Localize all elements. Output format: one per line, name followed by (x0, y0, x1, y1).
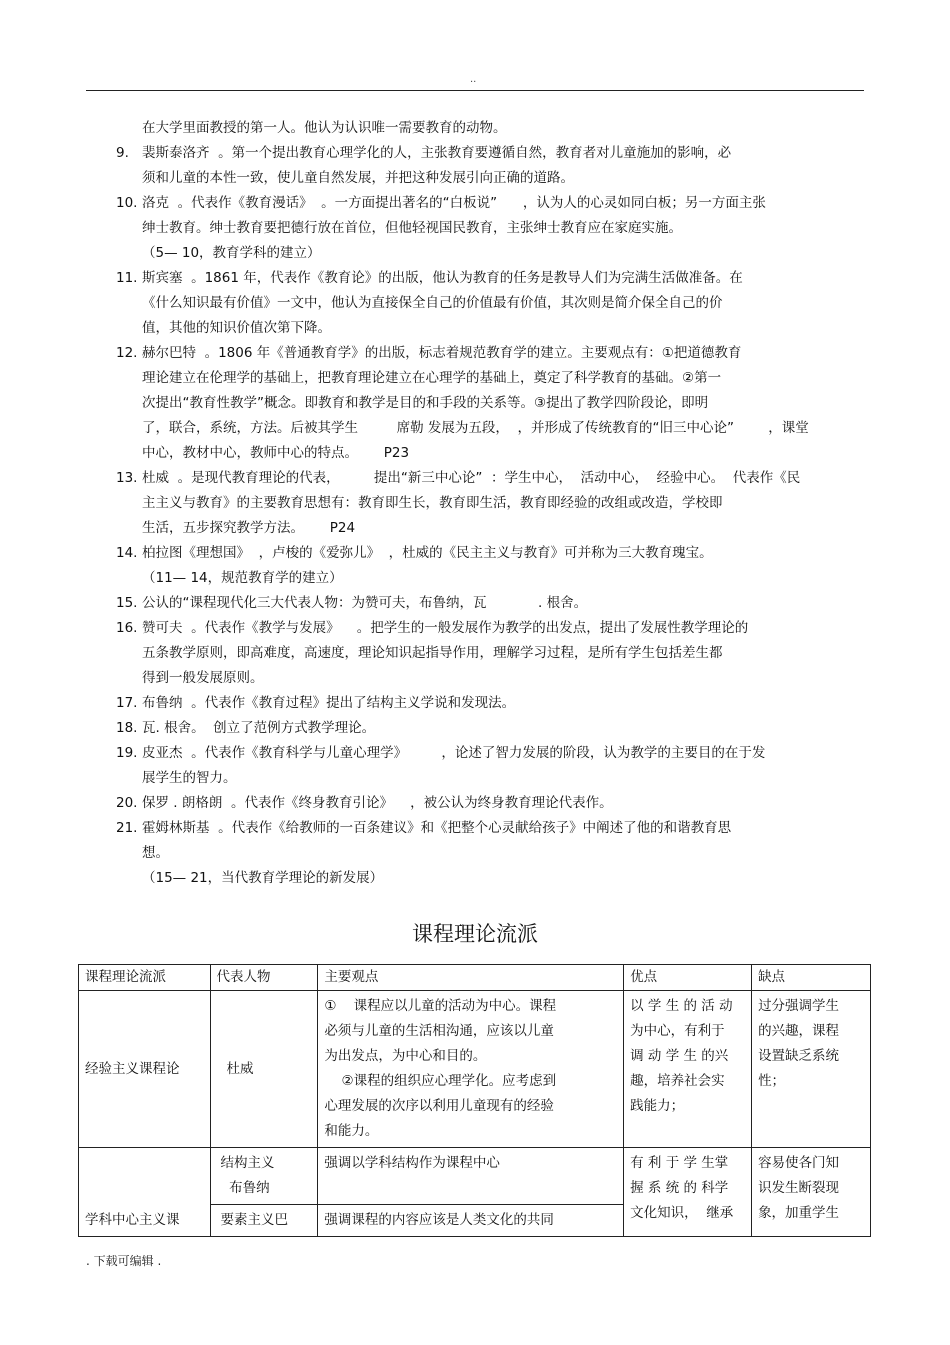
list-item-number: 18. (116, 720, 138, 736)
list-item-line: 霍姆林斯基 。代表作《给教师的一百条建议》和《把整个心灵献给孩子》中阐述了他的和谐教育思 (142, 820, 732, 836)
pros-line: 有 利 于 学 生掌 (630, 1155, 729, 1171)
list-item-line: 保罗 . 朗格朗 。代表作《终身教育引论》 ，被公认为终身教育理论代表作。 (142, 795, 613, 811)
pros-line: 调 动 学 生 的兴 (630, 1048, 729, 1064)
pros-line: 文化知识， 继承 (630, 1205, 734, 1221)
list-item-line: 杜威 。是现代教育理论的代表， 提出“新三中心论” ：学生中心， 活动中心， 经验中心。 代表作《民 (142, 470, 801, 486)
person-cell: 杜威 (210, 991, 318, 1148)
cons-line: 容易使各门知 (758, 1155, 840, 1171)
pros-line: 为中心，有利于 (630, 1023, 725, 1039)
section-title: 课程理论流派 (412, 922, 538, 946)
pros-cell (624, 991, 752, 1148)
list-item-line: 在大学里面教授的第一人。他认为认识唯一需要教育的动物。 (142, 120, 507, 136)
list-item-line: 须和儿童的本性一致，使儿童自然发展，并把这种发展引向正确的道路。 (142, 170, 574, 186)
table-row (79, 1148, 871, 1205)
list-item-line: （15— 21，当代教育学理论的新发展） (142, 870, 384, 886)
views-cell (318, 991, 624, 1148)
list-item-line: 生活，五步探究教学方法。 P24 (142, 520, 356, 536)
cons-line: 设置缺乏系统 (758, 1048, 840, 1064)
pros-line: 以 学 生 的 活 动 (630, 998, 733, 1014)
list-item-line: 主主义与教育》的主要教育思想有：教育即生长，教育即生活，教育即经验的改组或改造，学校即 (142, 495, 723, 511)
list-item-line: 理论建立在伦理学的基础上，把教育理论建立在心理学的基础上，奠定了科学教育的基础。②第一 (142, 370, 722, 386)
cons-cell (752, 1148, 871, 1237)
cons-cell (752, 991, 871, 1148)
views-line: 心理发展的次序以利用儿童现有的经验 (324, 1098, 554, 1114)
list-item-number: 10. (116, 195, 138, 211)
views-line: 为出发点，为中心和目的。 (324, 1048, 487, 1064)
cons-line: 识发生断裂现 (758, 1180, 840, 1196)
list-item-line: 赫尔巴特 。1806 年《普通教育学》的出版，标志着规范教育学的建立。主要观点有：①把道德教育 (142, 345, 742, 361)
header-views: 主要观点 (318, 965, 624, 991)
views-line: ① 课程应以儿童的活动为中心。课程 (324, 998, 557, 1014)
list-item-line: 绅士教育。绅士教育要把德行放在首位，但他轻视国民教育，主张绅士教育应在家庭实施。 (142, 220, 682, 236)
pros-line: 趣，培养社会实 (630, 1073, 725, 1089)
list-item-number: 19. (116, 745, 138, 761)
cons-line: 的兴趣，课程 (758, 1023, 840, 1039)
list-item-line: 裴斯泰洛齐 。第一个提出教育心理学化的人，主张教育要遵循自然，教育者对儿童施加的影响，必 (142, 145, 732, 161)
header-rule (86, 90, 864, 91)
list-item-line: 了，联合，系统，方法。后被其学生 席勒 发展为五段， ，并形成了传统教育的“旧三中心论” ，课堂 (142, 420, 809, 436)
views-cell: 强调课程的内容应该是人类文化的共同 (318, 1205, 624, 1237)
list-item-number: 17. (116, 695, 138, 711)
pros-line: 握 系 统 的 科学 (630, 1180, 729, 1196)
cons-line: 象，加重学生 (758, 1205, 840, 1221)
school-cell: 学科中心主义课 (79, 1148, 211, 1237)
header-pros: 优点 (624, 965, 752, 991)
list-item-line: （5— 10，教育学科的建立） (142, 245, 321, 261)
person-line: 结构主义 (220, 1155, 275, 1171)
header-cons: 缺点 (752, 965, 871, 991)
header-person: 代表人物 (210, 965, 318, 991)
list-item-number: 20. (116, 795, 138, 811)
cons-line: 过分强调学生 (758, 998, 840, 1014)
views-line: 和能力。 (324, 1123, 379, 1139)
list-item-line: 赞可夫 。代表作《教学与发展》 。把学生的一般发展作为教学的出发点，提出了发展性教学理论的 (142, 620, 749, 636)
pros-cell (624, 1148, 752, 1237)
list-item-number: 21. (116, 820, 138, 836)
person-cell (210, 1148, 318, 1205)
list-item-line: 柏拉图《理想国》 ，卢梭的《爱弥儿》 ，杜威的《民主主义与教育》可并称为三大教育瑰宝。 (142, 545, 713, 561)
table-row (79, 991, 871, 1148)
list-item-line: 想。 (142, 845, 169, 861)
views-cell: 强调以学科结构作为课程中心 (318, 1148, 624, 1205)
list-item-line: 得到一般发展原则。 (142, 670, 264, 686)
list-item-number: 14. (116, 545, 138, 561)
header-school: 课程理论流派 (79, 965, 211, 991)
list-item-line: 五条教学原则，即高难度，高速度，理论知识起指导作用，理解学习过程，是所有学生包括差生都 (142, 645, 723, 661)
header-mark: .. (470, 74, 477, 85)
page-footer: . 下载可编辑 . (86, 1254, 162, 1268)
list-item-number: 15. (116, 595, 138, 611)
list-item-number: 12. (116, 345, 138, 361)
list-item-line: 展学生的智力。 (142, 770, 237, 786)
list-item-line: 洛克 。代表作《教育漫话》 。一方面提出著名的“白板说” ，认为人的心灵如同白板；另一方面主张 (142, 195, 766, 211)
school-cell: 经验主义课程论 (79, 991, 211, 1148)
person-cell: 要素主义巴 (210, 1205, 318, 1237)
views-line: 必须与儿童的生活相沟通，应该以儿童 (324, 1023, 554, 1039)
list-item-line: 值，其他的知识价值次第下降。 (142, 320, 331, 336)
list-item-line: 斯宾塞 。1861 年，代表作《教育论》的出版，他认为教育的任务是教导人们为完满生活做准备。在 (142, 270, 743, 286)
list-item-line: 瓦. 根舍。 创立了范例方式教学理论。 (142, 720, 376, 736)
list-item-line: 次提出“教育性教学”概念。即教育和教学是目的和手段的关系等。③提出了教学四阶段论，即明 (142, 395, 709, 411)
list-item-number: 16. (116, 620, 138, 636)
cons-line: 性； (758, 1073, 786, 1089)
pros-line: 践能力； (630, 1098, 685, 1114)
list-item-line: 中心，教材中心，教师中心的特点。 P23 (142, 445, 410, 461)
list-item-number: 9. (116, 145, 129, 161)
list-item-line: 《什么知识最有价值》一文中，他认为直接保全自己的价值最有价值，其次则是简介保全自己的价 (142, 295, 723, 311)
list-item-line: 皮亚杰 。代表作《教育科学与儿童心理学》 ，论述了智力发展的阶段，认为教学的主要目的在于发 (142, 745, 766, 761)
person-line: 布鲁纳 (220, 1180, 270, 1196)
list-item-number: 11. (116, 270, 138, 286)
list-item-line: （11— 14，规范教育学的建立） (142, 570, 343, 586)
list-item-number: 13. (116, 470, 138, 486)
list-item-line: 布鲁纳 。代表作《教育过程》提出了结构主义学说和发现法。 (142, 695, 516, 711)
views-line: ②课程的组织应心理学化。应考虑到 (324, 1073, 557, 1089)
curriculum-theory-table (78, 964, 871, 1237)
table-header-row (79, 965, 871, 991)
list-item-line: 公认的“课程现代化三大代表人物：为赞可夫，布鲁纳，瓦 . 根舍。 (142, 595, 588, 611)
